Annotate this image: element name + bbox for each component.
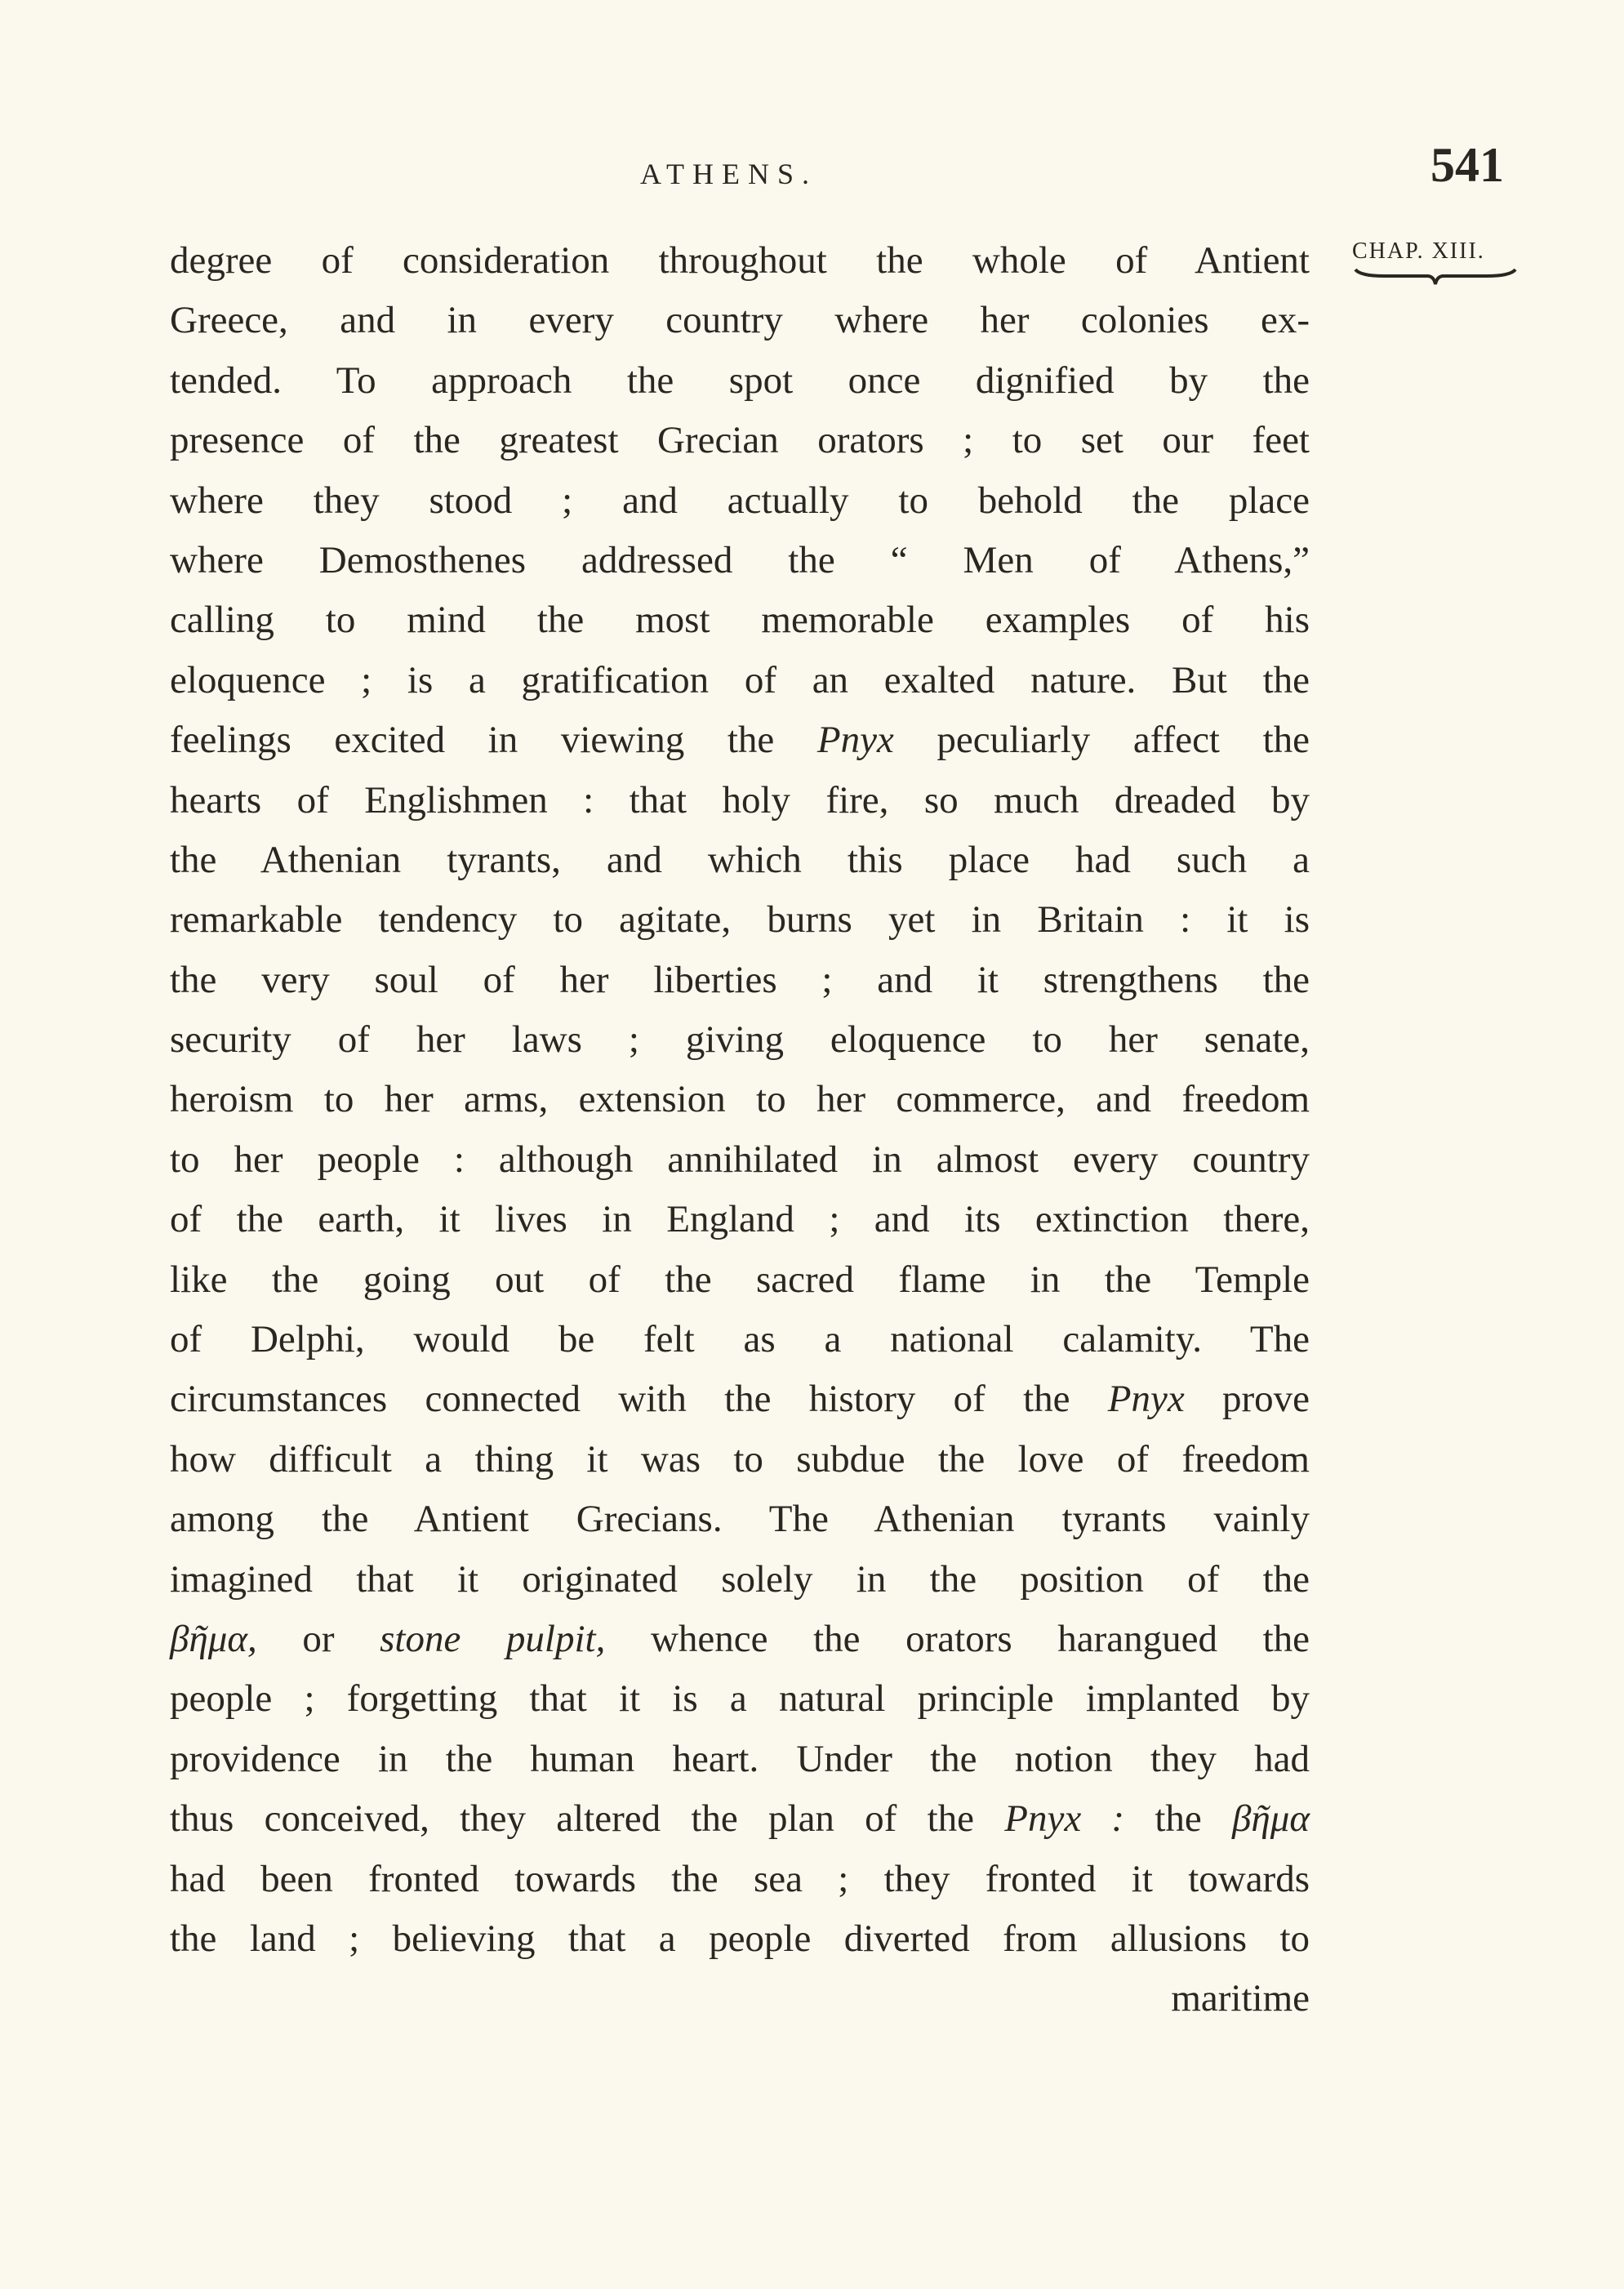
catchword: maritime: [1171, 1977, 1310, 2020]
text-line: the very soul of her liberties ; and it strengthens the: [170, 958, 1310, 1001]
text-line: had been fronted towards the sea ; they fronted it towards: [170, 1857, 1310, 1900]
text-line: among the Antient Grecians. The Athenian tyrants vainly: [170, 1498, 1310, 1541]
text-line: hearts of Englishmen : that holy fire, so much dreaded by: [170, 778, 1310, 822]
text-line: people ; forgetting that it is a natural principle implanted by: [170, 1677, 1310, 1721]
text-line: like the going out of the sacred flame in the Temple: [170, 1258, 1310, 1301]
greek-term: βῆμα: [1232, 1797, 1310, 1841]
text-line: the Athenian tyrants, and which this place had such a: [170, 838, 1310, 881]
text-line: security of her laws ; giving eloquence to her senate,: [170, 1018, 1310, 1062]
running-head: ATHENS.: [640, 158, 818, 190]
text-line: the land ; believing that a people diverted from allusions to: [170, 1917, 1310, 1960]
text-line: how difficult a thing it was to subdue the love of freedom: [170, 1437, 1310, 1481]
page-number: 541: [1430, 138, 1504, 192]
text-line: of Delphi, would be felt as a national calamity. The: [170, 1318, 1310, 1361]
chapter-label: CHAP. XIII.: [1352, 238, 1485, 264]
text-line: thus conceived, they altered the plan of the Pnyx : the βῆμα: [170, 1797, 1310, 1841]
chapter-brace-icon: [1352, 266, 1519, 287]
text-line: Greece, and in every country where her colonies ex-: [170, 299, 1310, 342]
text-line: tended. To approach the spot once dignified by the: [170, 358, 1310, 402]
text-line: heroism to her arms, extension to her commerce, and freedom: [170, 1078, 1310, 1121]
text-line: where Demosthenes addressed the “ Men of Athens,”: [170, 538, 1310, 581]
text-line: circumstances connected with the history of the Pnyx prove: [170, 1378, 1310, 1421]
text-line: providence in the human heart. Under the notion they had: [170, 1737, 1310, 1780]
text-line: degree of consideration throughout the whole of Antient: [170, 239, 1310, 282]
body-text: [170, 231, 1310, 2029]
greek-term: βῆμα,: [170, 1617, 303, 1660]
italic-term: stone pulpit,: [380, 1617, 606, 1660]
text-line: remarkable tendency to agitate, burns yet in Britain : it is: [170, 898, 1310, 942]
italic-term: Pnyx: [1107, 1378, 1185, 1421]
text-line: feelings excited in viewing the Pnyx peculiarly affect the: [170, 719, 1310, 762]
text-line: calling to mind the most memorable examples of his: [170, 599, 1310, 642]
text-line: to her people : although annihilated in almost every country: [170, 1138, 1310, 1181]
italic-term: Pnyx :: [1004, 1797, 1125, 1841]
italic-term: Pnyx: [816, 719, 894, 762]
text-line: imagined that it originated solely in the position of the: [170, 1557, 1310, 1601]
text-line: eloquence ; is a gratification of an exalted nature. But the: [170, 658, 1310, 701]
text-line: where they stood ; and actually to behold the place: [170, 479, 1310, 522]
text-line: of the earth, it lives in England ; and its extinction there,: [170, 1198, 1310, 1241]
chapter-margin-note: [1352, 238, 1519, 287]
text-line: presence of the greatest Grecian orators ; to set our feet: [170, 419, 1310, 462]
text-line: βῆμα, or stone pulpit, whence the orators harangued the: [170, 1617, 1310, 1660]
